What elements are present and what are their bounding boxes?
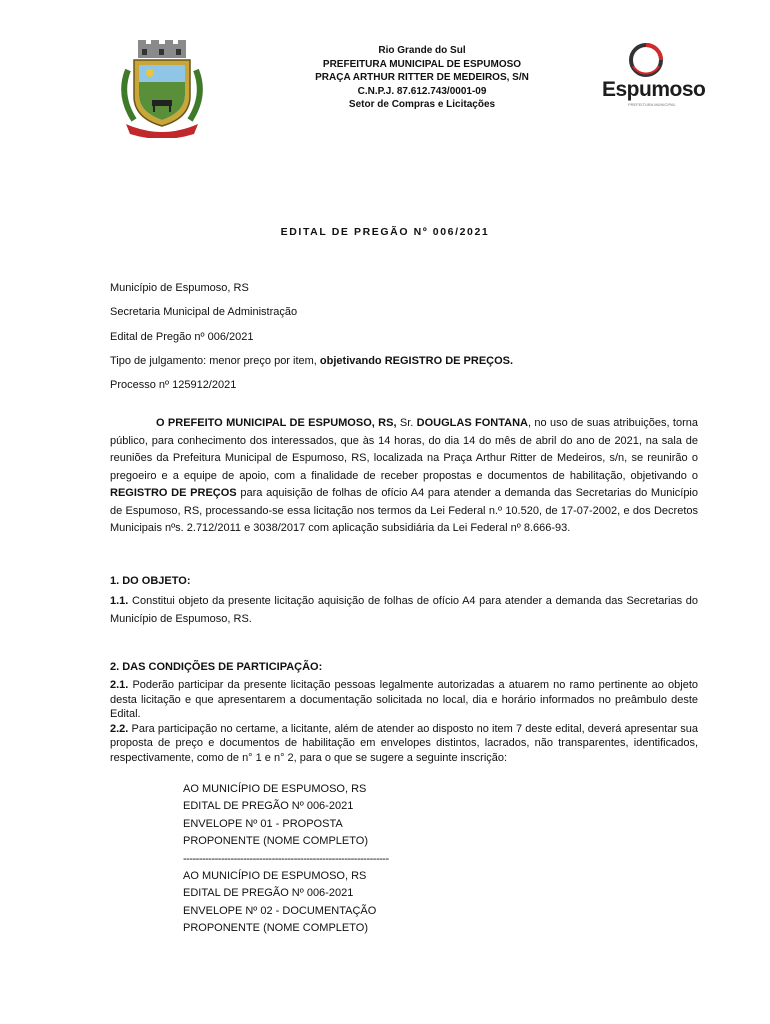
- document-title: EDITAL DE PREGÃO Nº 006/2021: [280, 226, 490, 238]
- item-text: Poderão participar da presente licitação pessoas legalmente autorizadas a atuarem no ramo pertinente ao objeto desta licitação e que apresentarem a documentação solicitada no local, dia e horário informados no preâmbulo deste Edital.: [110, 679, 698, 720]
- meta-processo: Processo nº 125912/2021: [110, 379, 237, 392]
- espumoso-logo: [598, 42, 706, 107]
- item-text: Constitui objeto da presente licitação aquisição de folhas de ofício A4 para atender a demanda das Secretarias do Município de Espumoso, RS.: [110, 595, 698, 625]
- envelope-separator: -----------------------------------------------------------------: [183, 852, 389, 865]
- env2-line-3: ENVELOPE Nº 02 - DOCUMENTAÇÃO: [183, 904, 377, 917]
- section1-heading: 1. DO OBJETO:: [110, 575, 191, 587]
- section2-items: [110, 678, 698, 765]
- env1-line-2: EDITAL DE PREGÃO Nº 006-2021: [183, 800, 354, 813]
- section2-item-1: [110, 678, 698, 722]
- meta-julgamento-text: Tipo de julgamento: menor preço por item,: [110, 354, 320, 367]
- intro-bold-registro: REGISTRO DE PREÇOS: [110, 487, 237, 499]
- env1-line-1: AO MUNICÍPIO DE ESPUMOSO, RS: [183, 783, 367, 795]
- intro-paragraph: [110, 415, 698, 538]
- section2-heading: 2. DAS CONDIÇÕES DE PARTICIPAÇÃO:: [110, 661, 323, 673]
- section2-item-2: [110, 722, 698, 766]
- env2-line-4: PROPONENTE (NOME COMPLETO): [183, 922, 368, 935]
- header-address: PRAÇA ARTHUR RITTER DE MEDEIROS, S/N: [315, 72, 529, 83]
- logo-ring-icon: [628, 42, 664, 78]
- intro-bold-prefeito: O PREFEITO MUNICIPAL DE ESPUMOSO, RS,: [156, 417, 397, 429]
- meta-edital: Edital de Pregão nº 006/2021: [110, 330, 254, 343]
- header-prefeitura: PREFEITURA MUNICIPAL DE ESPUMOSO: [322, 58, 522, 70]
- env2-line-2: EDITAL DE PREGÃO Nº 006-2021: [183, 887, 354, 900]
- item-number: 2.2.: [110, 722, 129, 735]
- intro-text-1: Sr.: [396, 417, 417, 429]
- municipal-crest-icon: [118, 40, 206, 138]
- item-number: 2.1.: [110, 679, 129, 691]
- header-state: Rio Grande do Sul: [378, 45, 466, 56]
- letterhead: [230, 44, 614, 112]
- document-meta: [110, 276, 700, 397]
- env1-line-3: ENVELOPE Nº 01 - PROPOSTA: [183, 817, 343, 830]
- meta-julgamento: [110, 349, 700, 373]
- logo-tagline: PREFEITURA MUNICIPAL: [628, 102, 676, 107]
- meta-julgamento-bold: objetivando REGISTRO DE PREÇOS.: [319, 354, 514, 367]
- env2-line-1: AO MUNICÍPIO DE ESPUMOSO, RS: [183, 870, 367, 883]
- meta-municipio: Município de Espumoso, RS: [110, 282, 249, 294]
- header-sector: Setor de Compras e Licitações: [348, 99, 496, 110]
- intro-text-3: para aquisição de folhas de ofício A4 para atender a demanda das Secretarias do Município de Espumoso, RS, processando-se essa licitação nos termos da Lei Federal n.º 10.520, de 17-07-2002, e dos Decretos Municipais nºs. 2.712/2011 e 3038/2017 com aplicação subsidiária da Lei Federal nº 8.666-93.: [110, 487, 698, 534]
- envelope-inscriptions: [183, 781, 389, 938]
- section1-item-1: [110, 593, 698, 628]
- header-cnpj: C.N.P.J. 87.612.743/0001-09: [357, 85, 487, 97]
- intro-text-2: , no uso de suas atribuições, torna público, para conhecimento dos interessados, que às 14 horas, do dia 14 do mês de abril do ano de 2021, na sala de reuniões da Prefeitura Municipal de Espumoso, RS, localizada na Praça Arthur Ritter de Medeiros, s/n, se reunirão o pregoeiro e a equipe de apoio, com a finalidade de receber propostas e documentos de habilitação, objetivando o: [110, 417, 698, 482]
- logo-wordmark: Espumoso: [602, 78, 706, 101]
- env1-line-4: PROPONENTE (NOME COMPLETO): [183, 835, 368, 848]
- item-text: Para participação no certame, a licitante, além de atender ao disposto no item 7 deste edital, deverá apresentar sua proposta de preço e documentos de habilitação em envelopes distintos, lacrados, não transparentes, identificados, respectivamente, como de n° 1 e n° 2, para o que se sugere a seguinte inscrição:: [110, 722, 698, 764]
- item-number: 1.1.: [110, 595, 129, 607]
- intro-bold-name: DOUGLAS FONTANA: [416, 417, 528, 429]
- meta-secretaria: Secretaria Municipal de Administração: [110, 306, 298, 319]
